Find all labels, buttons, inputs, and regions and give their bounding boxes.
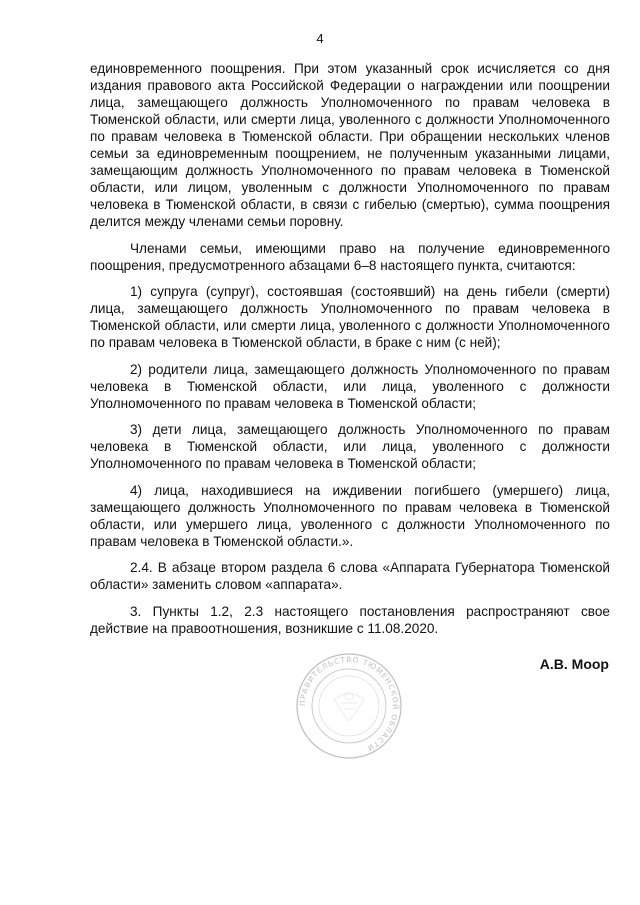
paragraph-3: 3. Пункты 1.2, 2.3 настоящего постановления распространяют свое действие на правоотношения, возникшие с 11.08.2020. [90, 603, 610, 636]
paragraph-item-1: 1) супруга (супруг), состоявшая (состоявший) на день гибели (смерти) лица, замещающего должность Уполномоченного по правам человека в Тюменской области, или смерти лица, уволенного с должности Уполномоченного по правам человека в Тюменской области, в браке с ним (с ней); [90, 284, 610, 350]
paragraph-family-members: Членами семьи, имеющими право на получение единовременного поощрения, предусмотренного абзацами 6–8 настоящего пункта, считаются: [90, 240, 610, 273]
paragraph-2-4: 2.4. В абзаце втором раздела 6 слова «Аппарата Губернатора Тюменской области» заменить словом «аппарата». [90, 560, 610, 592]
signature-name: А.В. Моор [539, 656, 609, 672]
paragraph-item-4: 4) лица, находившиеся на иждивении погибшего (умершего) лица, замещающего должность Уполномоченного по правам человека в Тюменской области, или умершего лица, уволенного с должности Уполномоченного по правам человека в Тюменской области.». [90, 482, 610, 549]
paragraph-continuation: единовременного поощрения. При этом указанный срок исчисляется со дня издания правового акта Российской Федерации о награждении или поощрении лица, замещающего должность Уполномоченного по правам человека в Тюменской области, или смерти лица, уволенного с должности Уполномоченного по правам человека в Тюменской области. При обращении нескольких членов семьи за единовременным поощрением, не полученным указанными лицами, замещающим должность Уполномоченного по правам человека в Тюменской области, или лицом, уволенным с должности Уполномоченного по правам человека в Тюменской области, в связи с гибелью (смертью), сумма поощрения делится между членами семьи поровну. [90, 61, 610, 229]
document-body [90, 60, 610, 646]
paragraph-item-2: 2) родители лица, замещающего должность Уполномоченного по правам человека в Тюменской области, или лица, уволенного с должности Уполномоченного по правам человека в Тюменской области; [90, 361, 610, 411]
official-seal-stamp [294, 651, 404, 761]
svg-text:ПРАВИТЕЛЬСТВО ТЮМЕНСКОЙ ОБЛАСТ: ПРАВИТЕЛЬСТВО ТЮМЕНСКОЙ ОБЛАСТИ [297, 654, 401, 753]
paragraph-item-3: 3) дети лица, замещающего должность Уполномоченного по правам человека в Тюменской области, или лица, уволенного с должности Уполномоченного по правам человека в Тюменской области; [90, 422, 610, 471]
page-number: 4 [316, 31, 324, 46]
